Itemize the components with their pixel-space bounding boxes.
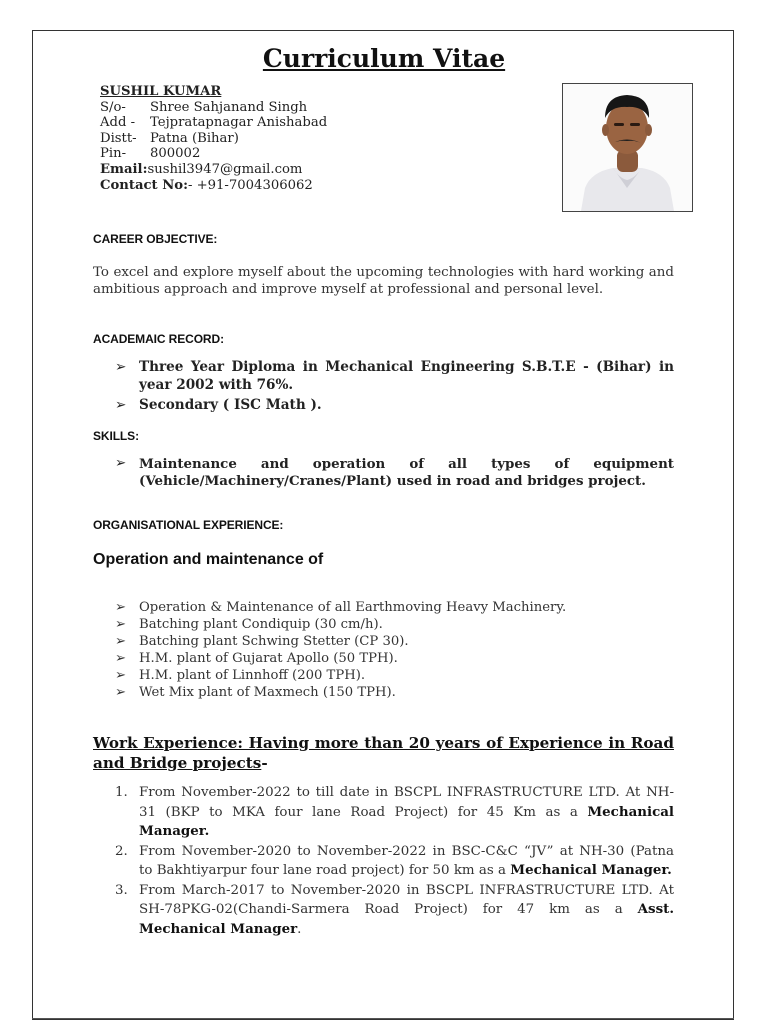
list-item: ➢ Batching plant Schwing Stetter (CP 30). [115,634,409,649]
email-value[interactable]: sushil3947@gmail.com [147,161,303,177]
district-label: Distt- [100,130,137,146]
work-experience-heading: Work Experience: Having more than 20 years of Experience in Road and Bridge projects- [93,734,674,772]
job-role: Mechanical Manager. [139,803,674,839]
address-row [100,115,327,131]
contact-row [100,178,327,194]
email-label: Email: [100,161,148,177]
organisational-experience-heading: ORGANISATIONAL EXPERIENCE: [93,518,284,532]
academic-record-heading: ACADEMAIC RECORD: [93,332,224,346]
list-item: 3. From March-2017 to November-2020 in BSCPL INFRASTRUCTURE LTD. At SH-78PKG-02(Chandi-Sarmera Road Project) for 47 km as a Asst. Mechanical Manager. [115,882,674,937]
profile-photo [562,83,693,212]
district-row [100,131,327,147]
skills-list [93,456,674,489]
arrow-bullet-icon: ➢ [115,634,127,649]
arrow-bullet-icon: ➢ [115,600,127,615]
career-objective-text: To excel and explore myself about the upcoming technologies with hard working and ambitious approach and improve myself at professional and personal level. [93,265,674,297]
arrow-bullet-icon: ➢ [115,359,127,375]
item-number: 3. [115,882,128,898]
job-role: Asst. Mechanical Manager [139,901,674,937]
list-item: 2. From November-2020 to November-2022 in BSC-C&C “JV” at NH-30 (Patna to Bakhtiyarpur four lane road project) for 50 km as a Mechanical Manager. [115,843,674,878]
item-number: 1. [115,785,128,800]
contact-label: Contact No: [100,177,188,193]
contact-value: - +91-7004306062 [187,177,313,193]
career-objective-heading: CAREER OBJECTIVE: [93,232,218,246]
item-number: 2. [115,843,128,859]
list-item: ➢ Batching plant Condiquip (30 cm/h). [115,617,383,632]
arrow-bullet-icon: ➢ [115,668,127,683]
list-item: ➢ Operation & Maintenance of all Earthmoving Heavy Machinery. [115,600,567,615]
pin-label: Pin- [100,146,127,162]
father-name-row [100,100,327,116]
organisational-experience-list [93,599,674,701]
address-label: Add - [100,115,136,131]
arrow-bullet-icon: ➢ [115,651,127,666]
work-experience-list [93,783,674,939]
arrow-bullet-icon: ➢ [115,456,127,471]
arrow-bullet-icon: ➢ [115,617,127,632]
job-role: Mechanical Manager. [510,862,672,878]
list-item: ➢ Maintenance and operation of all types of equipment (Vehicle/Machinery/Cranes/Plant) used in road and bridges project. [115,456,674,489]
personal-details [100,84,327,193]
candidate-name: SUSHIL KUMAR [100,84,222,99]
document-title: Curriculum Vitae [262,44,506,73]
pin-row [100,146,327,162]
district-value: Patna (Bihar) [150,130,239,146]
list-item: ➢ Secondary ( ISC Math ). [115,397,322,413]
skills-heading: SKILLS: [93,429,139,443]
academic-record-list [93,358,674,416]
list-item: ➢ Three Year Diploma in Mechanical Engineering S.B.T.E - (Bihar) in year 2002 with 76%. [115,359,674,393]
list-item: ➢ Wet Mix plant of Maxmech (150 TPH). [115,685,396,700]
bottom-rule [32,1018,734,1019]
address-value: Tejpratapnagar Anishabad [150,115,328,131]
arrow-bullet-icon: ➢ [115,685,127,700]
father-name-value: Shree Sahjanand Singh [150,99,308,115]
operation-maintenance-subheading: Operation and maintenance of [93,551,324,568]
arrow-bullet-icon: ➢ [115,397,127,413]
email-row [100,162,327,178]
list-item: ➢ H.M. plant of Gujarat Apollo (50 TPH). [115,651,398,666]
list-item: ➢ H.M. plant of Linnhoff (200 TPH). [115,668,366,683]
father-name-label: S/o- [100,99,126,115]
pin-value: 800002 [150,146,201,162]
portrait-image [563,84,692,211]
list-item: 1. From November-2022 to till date in BSCPL INFRASTRUCTURE LTD. At NH-31 (BKP to MKA four lane Road Project) for 45 Km as a Mechanical Manager. [115,785,674,839]
